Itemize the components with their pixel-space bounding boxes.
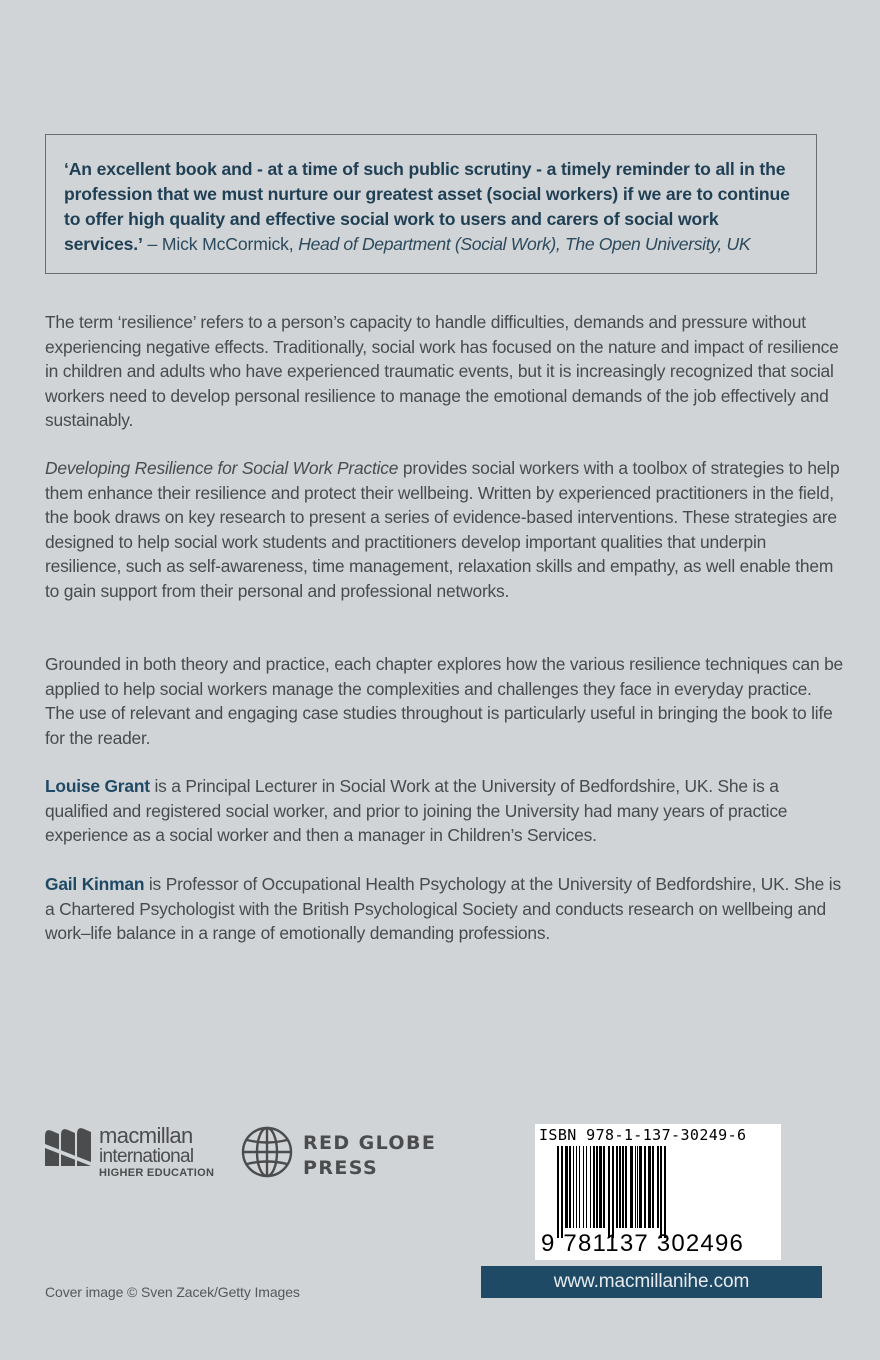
barcode-bar	[660, 1146, 662, 1238]
quote-attribution-role: Head of Department (Social Work), The Open University, UK	[298, 234, 751, 254]
barcode-bar	[657, 1146, 659, 1228]
barcode-bar	[644, 1146, 646, 1228]
red-globe-press-line2: PRESS	[303, 1157, 379, 1179]
globe-icon	[240, 1125, 294, 1179]
macmillan-logo-text	[99, 1125, 214, 1180]
barcode-bar	[596, 1146, 598, 1228]
isbn-label: ISBN 978-1-137-30249-6	[539, 1126, 747, 1144]
barcode-bar	[586, 1146, 587, 1228]
quote-attribution	[143, 234, 751, 254]
description-paragraph-2-text: provides social workers with a toolbox of strategies to help them enhance their resilience and protect their wellbeing. Written by experienced practitioners in the field, the book draws on key research to present a series of evidence-based interventions. These strategies are designed to help social work students and practitioners develop important qualities that underpin resilience, such as self-awareness, time management, relaxation skills and empathy, as well enable them to gain support from their personal and professional networks.	[45, 458, 840, 601]
barcode-bar	[635, 1146, 636, 1228]
barcode-digits: 9 781137 302496	[541, 1230, 745, 1257]
author-bio-1	[45, 774, 845, 848]
barcode-bar	[639, 1146, 642, 1228]
endorsement-quote-box	[45, 134, 817, 274]
barcode-bar	[583, 1146, 584, 1228]
author-bio-2-text: is Professor of Occupational Health Psychology at the University of Bedfordshire, UK. She is a Chartered Psychologist with the British Psychological Society and conducts research on wellbeing and work–life balance in a range of emotionally demanding professions.	[45, 874, 841, 943]
barcode-bar	[648, 1146, 651, 1228]
quote-text: ‘An excellent book and - at a time of such public scrutiny - a timely reminder to all in the profession that we must nurture our greatest asset (social workers) if we are to continue to offer high quality and effective social work to users and carers of social work services.’	[64, 159, 790, 254]
book-title: Developing Resilience for Social Work Practice	[45, 458, 399, 478]
quote-attribution-name: – Mick McCormick,	[142, 234, 299, 254]
barcode-bar	[603, 1146, 605, 1228]
macmillan-logo-line2: international	[99, 1146, 194, 1167]
endorsement-quote	[64, 157, 798, 257]
description-paragraph-3: Grounded in both theory and practice, each chapter explores how the various resilience techniques can be applied to help social workers manage the complexities and challenges they face in everyday practice. The use of relevant and engaging case studies throughout is particularly useful in bringing the book to life for the reader.	[45, 654, 844, 748]
barcode-bar	[590, 1146, 591, 1228]
barcode-bar	[652, 1146, 654, 1228]
author-bio-1-text: is a Principal Lecturer in Social Work at the University of Bedfordshire, UK. She is a qualified and registered social worker, and prior to joining the University had many years of practice experience as a social worker and then a manager in Children’s Services.	[45, 776, 788, 845]
barcode-bar	[612, 1146, 614, 1238]
barcode-bar	[561, 1146, 563, 1238]
description-paragraph-1: The term ‘resilience’ refers to a person’s capacity to handle difficulties, demands and pressure without experiencing negative effects. Traditionally, social work has focused on the nature and impact of resilience in children and adults who have experienced traumatic events, but it is increasingly recognized that social workers need to develop personal resilience to manage the emotional demands of the job effectively and sustainably.	[45, 312, 839, 430]
barcode-bar	[625, 1146, 627, 1228]
barcode-bar	[557, 1146, 559, 1238]
barcode-bar	[593, 1146, 595, 1228]
barcode-bar	[569, 1146, 571, 1228]
barcode-bar	[599, 1146, 602, 1228]
barcode-bar	[664, 1146, 666, 1238]
barcode-bar	[630, 1146, 633, 1228]
macmillan-logo-line1: macmillan	[99, 1123, 193, 1148]
macmillan-logo-icon	[45, 1122, 91, 1168]
barcode-bar	[616, 1146, 618, 1228]
barcode-bar	[579, 1146, 580, 1228]
cover-image-credit: Cover image © Sven Zacek/Getty Images	[45, 1284, 300, 1300]
publisher-website-link[interactable]: www.macmillanihe.com	[481, 1266, 822, 1298]
barcode-bar	[576, 1146, 577, 1228]
barcode-bar	[608, 1146, 610, 1238]
barcode-bar	[619, 1146, 621, 1228]
barcode-bar	[622, 1146, 624, 1228]
barcode-bar	[573, 1146, 574, 1228]
author-name-2: Gail Kinman	[45, 874, 145, 894]
barcode-bar	[565, 1146, 568, 1228]
barcode-bar	[637, 1146, 638, 1228]
isbn-barcode	[535, 1124, 781, 1260]
red-globe-press-line1: RED GLOBE	[303, 1132, 437, 1154]
macmillan-logo-line3: HIGHER EDUCATION	[99, 1167, 215, 1179]
red-globe-press-logo-text	[303, 1131, 436, 1181]
author-bio-2	[45, 872, 845, 946]
author-name-1: Louise Grant	[45, 776, 150, 796]
description-paragraph-2	[45, 456, 845, 603]
